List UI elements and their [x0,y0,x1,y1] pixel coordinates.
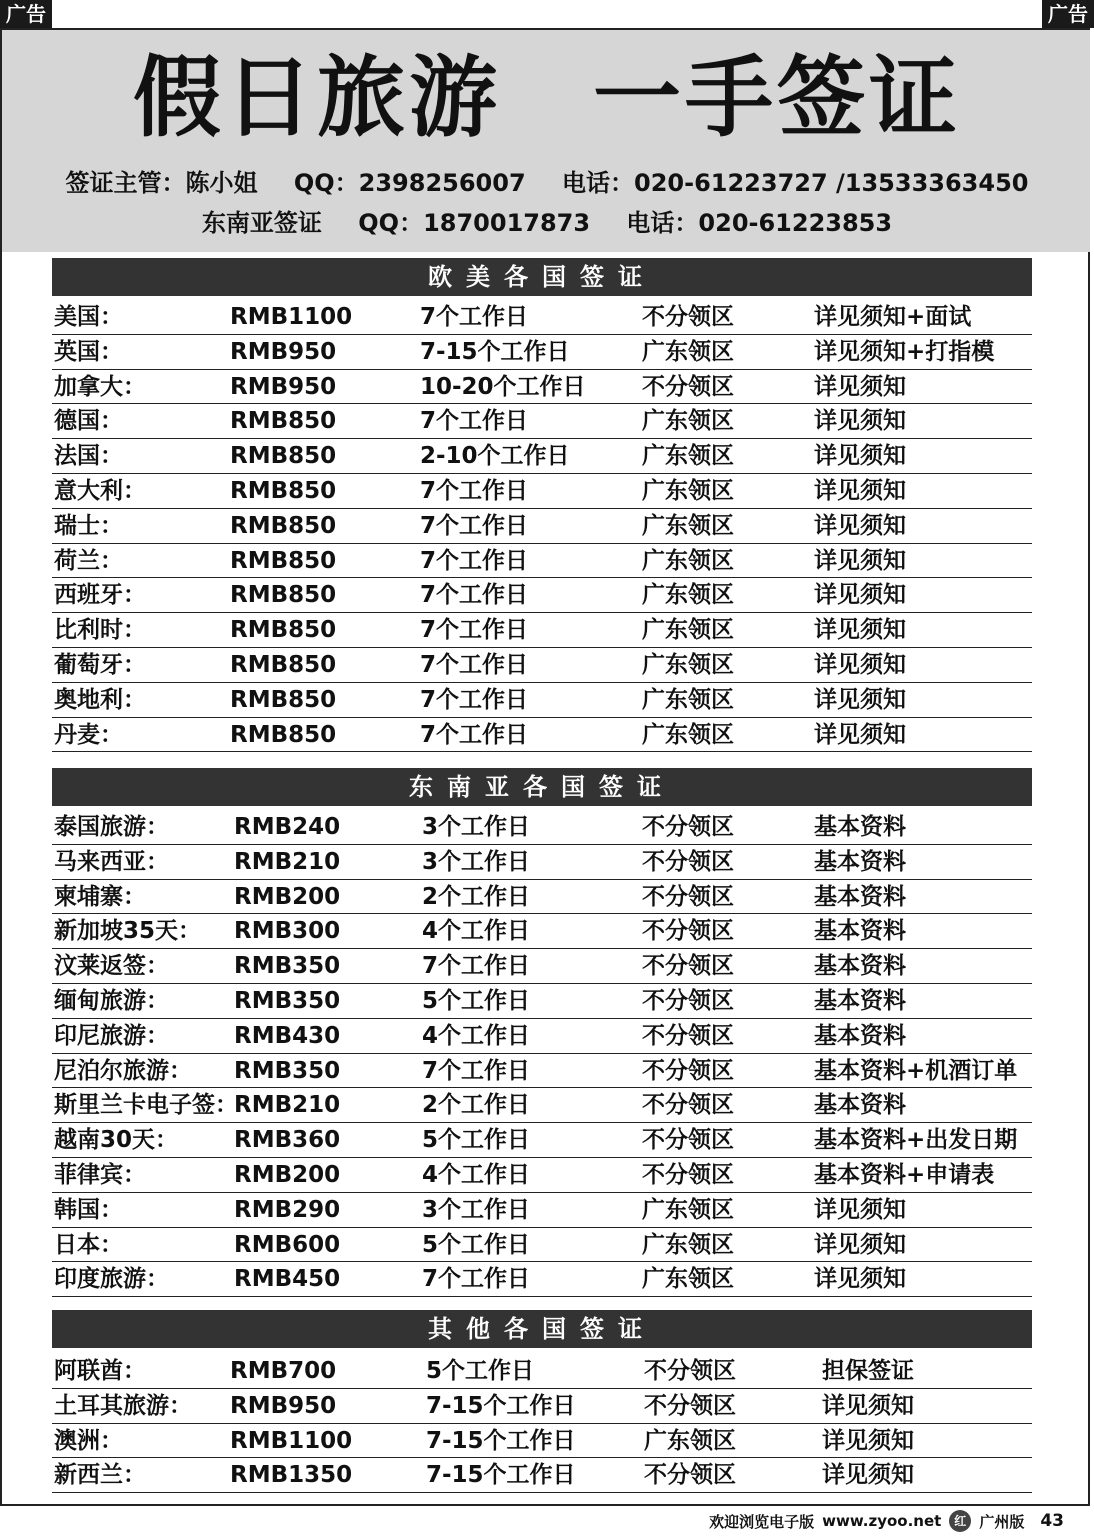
cell-processing-time: 7-15个工作日 [426,1462,576,1489]
table-row [52,404,1032,439]
table-row [52,1123,1032,1158]
cell-country: 斯里兰卡电子签： [54,1092,238,1119]
cell-price: RMB210 [234,1092,341,1119]
cell-price: RMB950 [230,338,337,365]
cell-country: 马来西亚： [54,848,169,875]
cell-processing-time: 7-15个工作日 [420,338,570,365]
cell-price: RMB850 [230,547,337,574]
cell-requirements: 详见须知 [814,651,906,678]
cell-price: RMB850 [230,477,337,504]
phone-number: 电话：020-61223727 /13533363450 [562,169,1029,197]
cell-price: RMB450 [234,1266,341,1293]
cell-country: 缅甸旅游： [54,987,169,1014]
cell-processing-time: 5个工作日 [422,1231,531,1258]
cell-country: 西班牙： [54,582,146,609]
cell-requirements: 详见须知 [814,373,906,400]
cell-country: 阿联酋： [54,1358,146,1384]
qq-number: QQ：2398256007 [293,169,526,197]
cell-price: RMB350 [234,1057,341,1084]
cell-requirements: 详见须知 [814,1266,906,1293]
cell-consular-district: 不分领区 [642,987,734,1014]
cell-requirements: 基本资料 [814,918,906,945]
cell-consular-district: 不分领区 [642,1161,734,1188]
logo-icon: 红 [949,1510,971,1532]
cell-country: 汶莱返签： [54,953,169,980]
table-row [52,300,1032,335]
cell-price: RMB700 [230,1358,337,1384]
table-row [52,718,1032,753]
cell-country: 越南30天： [54,1127,179,1154]
cell-requirements: 详见须知 [814,512,906,539]
cell-processing-time: 5个工作日 [426,1358,535,1384]
footer-text: 欢迎浏览电子版 [709,1512,815,1531]
cell-country: 日本： [54,1231,123,1258]
cell-country: 葡萄牙： [54,651,146,678]
table-row [52,370,1032,405]
cell-requirements: 基本资料+申请表 [814,1161,995,1188]
cell-price: RMB600 [234,1231,341,1258]
cell-country: 泰国旅游： [54,814,169,840]
cell-requirements: 详见须知 [814,1196,906,1223]
table-row [52,1389,1032,1424]
cell-requirements: 详见须知+面试 [814,304,972,330]
cell-country: 尼泊尔旅游： [54,1057,192,1084]
table-row [52,984,1032,1019]
table-row [52,1088,1032,1123]
cell-processing-time: 2个工作日 [422,1092,531,1119]
cell-price: RMB1350 [230,1462,353,1489]
cell-requirements: 基本资料 [814,953,906,980]
cell-requirements: 基本资料 [814,987,906,1014]
cell-processing-time: 4个工作日 [422,918,531,945]
cell-processing-time: 2-10个工作日 [420,443,570,470]
cell-processing-time: 3个工作日 [422,1196,531,1223]
page-title: 假日旅游 一手签证 [132,46,961,149]
cell-price: RMB210 [234,848,341,875]
sea-visa-label: 东南亚签证 [201,209,322,237]
section-southeast-asia [52,768,1032,1297]
cell-consular-district: 不分领区 [642,1092,734,1119]
cell-country: 柬埔寨： [54,883,146,910]
cell-price: RMB240 [234,814,341,840]
cell-requirements: 基本资料+机酒订单 [814,1057,1018,1084]
cell-price: RMB360 [234,1127,341,1154]
table-row [52,439,1032,474]
sea-phone-number: 电话：020-61223853 [626,209,893,237]
cell-requirements: 详见须知+打指模 [814,338,995,365]
cell-country: 加拿大： [54,373,146,400]
visa-manager: 签证主管：陈小姐 [65,169,258,197]
cell-consular-district: 广东领区 [642,408,734,435]
cell-requirements: 基本资料 [814,848,906,875]
cell-price: RMB1100 [230,304,353,330]
cell-consular-district: 不分领区 [642,953,734,980]
cell-consular-district: 不分领区 [644,1392,736,1419]
table-row [52,1424,1032,1459]
cell-processing-time: 7个工作日 [420,304,529,330]
cell-processing-time: 4个工作日 [422,1161,531,1188]
cell-processing-time: 10-20个工作日 [420,373,586,400]
cell-country: 意大利： [54,477,146,504]
cell-price: RMB850 [230,408,337,435]
cell-requirements: 详见须知 [814,582,906,609]
table-row [52,1019,1032,1054]
cell-requirements: 详见须知 [814,408,906,435]
table-row [52,1158,1032,1193]
table-row [52,544,1032,579]
cell-requirements: 基本资料 [814,1022,906,1049]
cell-country: 英国： [54,338,123,365]
cell-processing-time: 7-15个工作日 [426,1392,576,1419]
cell-price: RMB850 [230,721,337,748]
cell-consular-district: 广东领区 [642,1196,734,1223]
cell-price: RMB350 [234,953,341,980]
cell-country: 菲律宾： [54,1161,146,1188]
cell-requirements: 详见须知 [814,1231,906,1258]
cell-consular-district: 不分领区 [642,848,734,875]
table-row [52,1262,1032,1297]
footer [709,1510,1064,1532]
visa-table [52,300,1032,752]
cell-requirements: 详见须知 [814,477,906,504]
cell-requirements: 详见须知 [822,1392,914,1419]
cell-consular-district: 不分领区 [642,1022,734,1049]
footer-edition: 广州版 [979,1512,1025,1531]
sea-qq-number: QQ：1870017873 [358,209,591,237]
table-row [52,810,1032,845]
cell-consular-district: 不分领区 [642,373,734,400]
cell-processing-time: 7个工作日 [422,953,531,980]
cell-processing-time: 7个工作日 [420,582,529,609]
table-row [52,880,1032,915]
section-other [52,1310,1032,1493]
cell-price: RMB300 [234,918,341,945]
cell-price: RMB430 [234,1022,341,1049]
cell-processing-time: 7个工作日 [420,408,529,435]
cell-price: RMB850 [230,686,337,713]
table-row [52,578,1032,613]
section-europe-america [52,258,1032,752]
cell-price: RMB850 [230,582,337,609]
cell-requirements: 基本资料 [814,814,906,840]
cell-consular-district: 不分领区 [642,814,734,840]
ad-tag-right: 广告 [1042,0,1094,28]
cell-consular-district: 广东领区 [642,686,734,713]
table-row [52,648,1032,683]
table-row [52,335,1032,370]
cell-requirements: 担保签证 [822,1358,914,1384]
cell-country: 新加坡35天： [54,918,202,945]
cell-price: RMB850 [230,651,337,678]
cell-consular-district: 广东领区 [644,1427,736,1454]
cell-country: 韩国： [54,1196,123,1223]
cell-country: 德国： [54,408,123,435]
table-row [52,683,1032,718]
cell-consular-district: 广东领区 [642,477,734,504]
footer-site[interactable]: www.zyoo.net [822,1512,942,1530]
section-title: 东南亚各国签证 [52,768,1032,806]
cell-processing-time: 3个工作日 [422,814,531,840]
cell-processing-time: 4个工作日 [422,1022,531,1049]
cell-country: 印尼旅游： [54,1022,169,1049]
cell-country: 丹麦： [54,721,123,748]
cell-processing-time: 7-15个工作日 [426,1427,576,1454]
cell-price: RMB1100 [230,1427,353,1454]
cell-consular-district: 广东领区 [642,582,734,609]
cell-processing-time: 7个工作日 [420,651,529,678]
cell-processing-time: 5个工作日 [422,987,531,1014]
cell-price: RMB290 [234,1196,341,1223]
cell-processing-time: 7个工作日 [420,617,529,644]
cell-country: 比利时： [54,617,146,644]
cell-country: 印度旅游： [54,1266,169,1293]
cell-consular-district: 广东领区 [642,338,734,365]
cell-processing-time: 7个工作日 [422,1266,531,1293]
section-title: 其他各国签证 [52,1310,1032,1348]
cell-processing-time: 7个工作日 [420,686,529,713]
cell-requirements: 详见须知 [822,1427,914,1454]
cell-requirements: 详见须知 [814,721,906,748]
table-row [52,509,1032,544]
cell-requirements: 基本资料+出发日期 [814,1127,1018,1154]
cell-processing-time: 7个工作日 [422,1057,531,1084]
cell-consular-district: 广东领区 [642,512,734,539]
table-row [52,949,1032,984]
cell-consular-district: 广东领区 [642,443,734,470]
cell-requirements: 详见须知 [822,1462,914,1489]
table-row [52,613,1032,648]
cell-requirements: 详见须知 [814,617,906,644]
cell-consular-district: 不分领区 [642,304,734,330]
cell-processing-time: 7个工作日 [420,477,529,504]
table-row [52,1228,1032,1263]
table-row [52,1193,1032,1228]
cell-price: RMB200 [234,883,341,910]
cell-price: RMB950 [230,373,337,400]
cell-requirements: 基本资料 [814,883,906,910]
cell-price: RMB850 [230,512,337,539]
cell-requirements: 详见须知 [814,547,906,574]
cell-consular-district: 不分领区 [644,1358,736,1384]
cell-price: RMB200 [234,1161,341,1188]
cell-consular-district: 广东领区 [642,1266,734,1293]
cell-consular-district: 广东领区 [642,547,734,574]
cell-consular-district: 不分领区 [642,1057,734,1084]
cell-processing-time: 3个工作日 [422,848,531,875]
cell-country: 澳洲： [54,1427,123,1454]
cell-price: RMB950 [230,1392,337,1419]
table-row [52,474,1032,509]
cell-consular-district: 不分领区 [642,883,734,910]
ad-tag-left: 广告 [0,0,52,28]
cell-consular-district: 不分领区 [642,918,734,945]
cell-country: 土耳其旅游： [54,1392,192,1419]
cell-consular-district: 广东领区 [642,617,734,644]
visa-table [52,1354,1032,1493]
visa-table [52,810,1032,1297]
cell-country: 荷兰： [54,547,123,574]
cell-requirements: 详见须知 [814,443,906,470]
table-row [52,845,1032,880]
cell-requirements: 基本资料 [814,1092,906,1119]
cell-processing-time: 2个工作日 [422,883,531,910]
cell-processing-time: 7个工作日 [420,547,529,574]
cell-consular-district: 广东领区 [642,651,734,678]
section-title: 欧美各国签证 [52,258,1032,296]
cell-price: RMB350 [234,987,341,1014]
cell-consular-district: 广东领区 [642,1231,734,1258]
cell-country: 美国： [54,304,123,330]
cell-country: 瑞士： [54,512,123,539]
cell-consular-district: 不分领区 [644,1462,736,1489]
cell-price: RMB850 [230,617,337,644]
cell-processing-time: 7个工作日 [420,721,529,748]
contact-line-1 [0,168,1094,198]
cell-requirements: 详见须知 [814,686,906,713]
cell-consular-district: 广东领区 [642,721,734,748]
table-row [52,1354,1032,1389]
table-row [52,1054,1032,1089]
cell-country: 奥地利： [54,686,146,713]
cell-country: 法国： [54,443,123,470]
cell-processing-time: 7个工作日 [420,512,529,539]
table-row [52,1458,1032,1493]
table-row [52,914,1032,949]
cell-country: 新西兰： [54,1462,146,1489]
cell-price: RMB850 [230,443,337,470]
cell-processing-time: 5个工作日 [422,1127,531,1154]
page-number: 43 [1040,1511,1064,1531]
cell-consular-district: 不分领区 [642,1127,734,1154]
contact-line-2 [0,208,1094,238]
